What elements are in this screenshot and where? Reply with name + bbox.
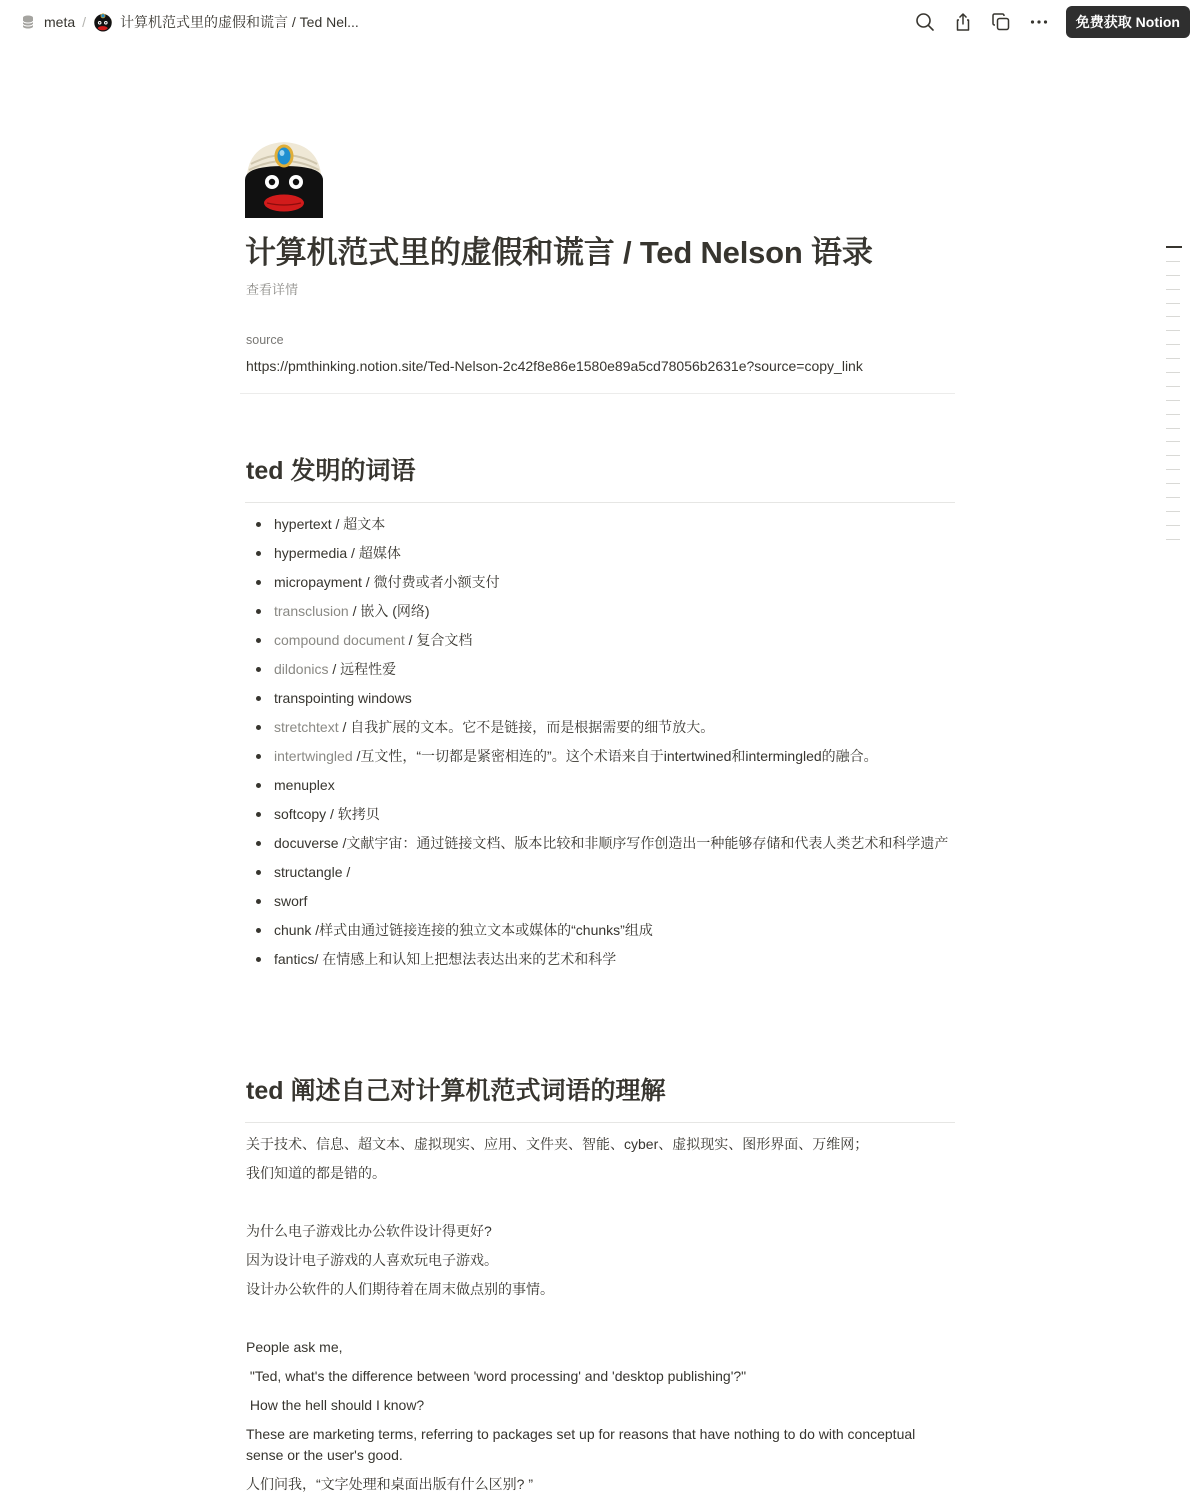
term-link[interactable]: compound document <box>274 632 405 648</box>
text-paragraph: These are marketing terms, referring to packages set up for reasons that have nothing to do with conceptual sense or the user's good. <box>246 1426 916 1463</box>
term-link[interactable]: dildonics <box>274 661 329 677</box>
view-details-link[interactable]: 查看详情 <box>246 282 299 297</box>
list-item <box>245 713 955 742</box>
heading-paradigm-understanding: ted 阐述自己对计算机范式词语的理解 <box>246 1077 666 1105</box>
understanding-body <box>245 1130 955 1499</box>
list-item <box>245 858 955 887</box>
breadcrumb-separator: / <box>82 14 87 30</box>
outline-tick[interactable] <box>1166 525 1180 526</box>
list-item <box>245 771 955 800</box>
outline-tick[interactable] <box>1166 469 1180 470</box>
term-meaning: / 远程性爱 <box>328 661 397 677</box>
list-item <box>245 655 955 684</box>
duplicate-icon[interactable] <box>990 11 1012 33</box>
term-link[interactable]: intertwingled <box>274 748 353 764</box>
outline-tick[interactable] <box>1166 539 1180 540</box>
term: menuplex <box>274 777 335 793</box>
empty-line <box>245 1304 955 1333</box>
term-meaning: / 复合文档 <box>404 632 473 648</box>
outline-tick[interactable] <box>1166 316 1180 317</box>
page-outline-minimap[interactable] <box>1166 246 1180 553</box>
list-item <box>245 597 955 626</box>
term-link[interactable]: transclusion <box>274 603 349 619</box>
property-value-source-url[interactable]: https://pmthinking.notion.site/Ted-Nelson-2c42f8e86e1580e89a5cd78056b2631e?source=copy_link <box>246 358 863 374</box>
text-line: 人们问我，“文字处理和桌面出版有什么区别? ” <box>246 1476 533 1492</box>
list-item <box>245 916 955 945</box>
term-meaning: / 软拷贝 <box>326 806 380 822</box>
term: hypertext <box>274 516 332 532</box>
share-icon[interactable] <box>952 11 974 33</box>
heading-divider <box>245 1122 955 1123</box>
page-avatar-icon[interactable] <box>245 140 323 218</box>
text-line: 因为设计电子游戏的人喜欢玩电子游戏。 <box>246 1252 498 1268</box>
text-line: 设计办公软件的人们期待着在周末做点别的事情。 <box>246 1281 554 1297</box>
list-item <box>245 829 955 858</box>
term-meaning: /样式由通过链接连接的独立文本或媒体的“chunks”组成 <box>311 922 653 938</box>
heading-divider <box>245 502 955 503</box>
outline-tick[interactable] <box>1166 372 1180 373</box>
top-bar <box>0 0 1200 44</box>
term-meaning: / 超文本 <box>331 516 386 532</box>
outline-tick[interactable] <box>1166 428 1180 429</box>
list-item <box>245 742 955 771</box>
breadcrumb-current-page[interactable] <box>93 11 359 33</box>
list-item <box>245 568 955 597</box>
term: hypermedia <box>274 545 348 561</box>
breadcrumb <box>20 11 359 33</box>
terms-list <box>245 510 955 974</box>
list-item <box>245 887 955 916</box>
text-line: 为什么电子游戏比办公软件设计得更好? <box>246 1223 492 1239</box>
list-item <box>245 800 955 829</box>
outline-tick[interactable] <box>1166 386 1180 387</box>
term-meaning: / 嵌入 (网络) <box>348 603 430 619</box>
breadcrumb-parent[interactable] <box>20 11 75 33</box>
outline-tick[interactable] <box>1166 358 1180 359</box>
list-item <box>245 684 955 713</box>
term-meaning: / 在情感上和认知上把想法表达出来的艺术和科学 <box>314 951 617 967</box>
term: transpointing windows <box>274 690 412 706</box>
term-meaning: / 微付费或者小额支付 <box>361 574 500 590</box>
more-icon[interactable] <box>1028 11 1050 33</box>
outline-tick[interactable] <box>1166 303 1180 304</box>
term-meaning: /互文性，“一切都是紧密相连的”。这个术语来自于intertwined和intermingled的融合。 <box>352 748 878 764</box>
term-meaning: / 自我扩展的文本。它不是链接，而是根据需要的细节放大。 <box>338 719 715 735</box>
outline-tick[interactable] <box>1166 275 1180 276</box>
page-avatar-icon <box>93 12 113 32</box>
empty-line <box>245 1188 955 1217</box>
outline-tick[interactable] <box>1166 441 1180 442</box>
term: micropayment <box>274 574 362 590</box>
outline-tick[interactable] <box>1166 261 1180 262</box>
term: chunk <box>274 922 312 938</box>
breadcrumb-parent-label: meta <box>44 14 76 30</box>
get-notion-free-button[interactable]: 免费获取 Notion <box>1066 6 1190 38</box>
breadcrumb-current-label: 计算机范式里的虚假和谎言 / Ted Nel... <box>120 14 359 30</box>
outline-tick[interactable] <box>1166 289 1180 290</box>
database-icon <box>20 14 36 30</box>
term: fantics <box>274 951 315 967</box>
term: structangle <box>274 864 343 880</box>
outline-tick[interactable] <box>1166 246 1182 248</box>
term-meaning: /文献宇宙：通过链接文档、版本比较和非顺序写作创造出一种能够存储和代表人类艺术和科学遗产 <box>338 835 949 851</box>
text-line: 我们知道的都是错的。 <box>246 1165 386 1181</box>
page-content <box>245 140 955 1499</box>
outline-tick[interactable] <box>1166 455 1180 456</box>
text-line: People ask me, <box>246 1339 343 1355</box>
term: docuverse <box>274 835 339 851</box>
term-link[interactable]: stretchtext <box>274 719 339 735</box>
search-icon[interactable] <box>914 11 936 33</box>
outline-tick[interactable] <box>1166 330 1180 331</box>
outline-tick[interactable] <box>1166 483 1180 484</box>
term-meaning: / <box>342 864 351 880</box>
outline-tick[interactable] <box>1166 344 1180 345</box>
outline-tick[interactable] <box>1166 497 1180 498</box>
text-line: How the hell should I know? <box>246 1397 425 1413</box>
outline-tick[interactable] <box>1166 414 1180 415</box>
text-line: 关于技术、信息、超文本、虚拟现实、应用、文件夹、智能、cyber、虚拟现实、图形界面、万维网； <box>246 1136 869 1152</box>
term: sworf <box>274 893 308 909</box>
text-line: "Ted, what's the difference between 'word processing' and 'desktop publishing'?" <box>246 1368 747 1384</box>
page-title: 计算机范式里的虚假和谎言 / Ted Nelson 语录 <box>245 235 873 270</box>
properties-divider <box>240 393 955 394</box>
list-item <box>245 510 955 539</box>
list-item <box>245 626 955 655</box>
heading-invented-terms: ted 发明的词语 <box>246 457 416 485</box>
term-meaning: / 超媒体 <box>347 545 401 561</box>
property-label-source: source <box>246 333 284 347</box>
list-item <box>245 945 955 974</box>
term: softcopy <box>274 806 327 822</box>
outline-tick[interactable] <box>1166 400 1180 401</box>
outline-tick[interactable] <box>1166 511 1180 512</box>
toolbar-actions <box>914 6 1190 38</box>
list-item <box>245 539 955 568</box>
